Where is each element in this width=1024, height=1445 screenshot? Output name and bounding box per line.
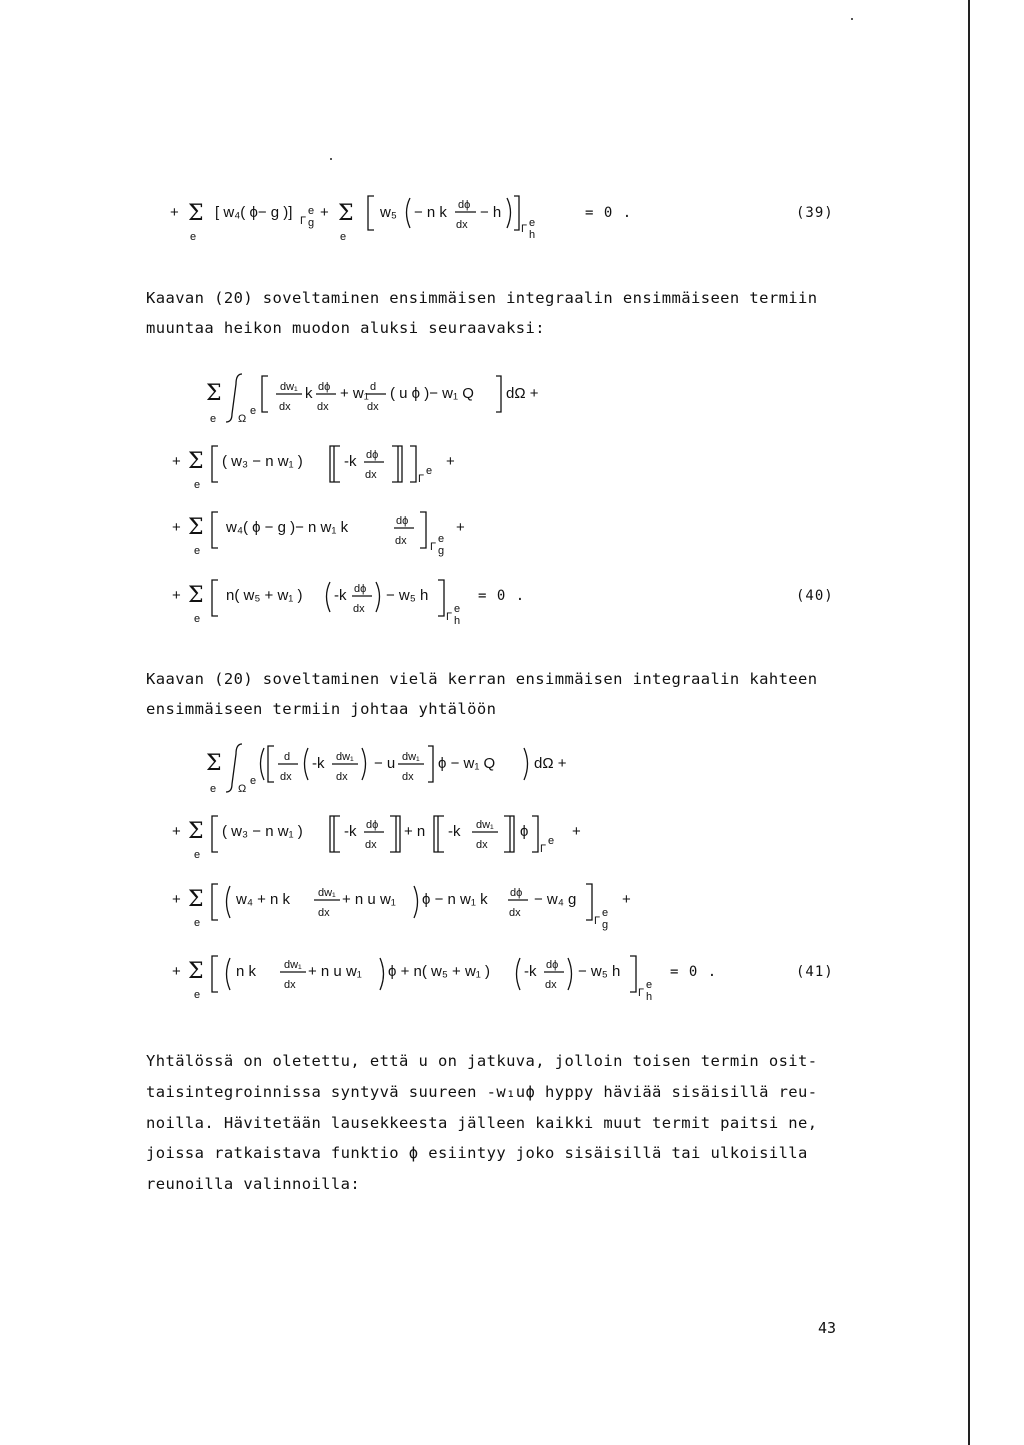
svg-text:Γ: Γ [418,473,425,485]
svg-text:Σ: Σ [188,887,204,912]
svg-text:g: g [602,919,609,931]
svg-text:-k: -k [334,587,347,604]
svg-text:− u: − u [374,755,396,772]
scan-speck [851,18,853,20]
svg-text:− h: − h [480,204,502,221]
svg-text:dx: dx [317,401,329,413]
svg-text:dw₁: dw₁ [402,751,420,763]
text-line: Kaavan (20) soveltaminen vielä kerran ensimmäisen integraalin kahteen [146,670,818,688]
svg-text:-k: -k [448,823,461,840]
svg-text:+: + [172,519,181,536]
svg-text:+: + [172,963,181,980]
equation-number: (41) [796,964,834,980]
svg-text:Σ: Σ [188,959,204,984]
svg-text:d: d [370,381,377,393]
svg-text:+: + [172,891,181,908]
svg-text:w₄( ϕ − g )− n w₁ k: w₄( ϕ − g )− n w₁ k [226,519,349,536]
svg-text:dϕ: dϕ [366,449,379,461]
svg-text:Γ: Γ [446,611,453,623]
svg-text:Σ: Σ [206,751,222,776]
svg-text:+: + [320,204,329,221]
svg-text:Σ: Σ [188,515,204,540]
svg-text:dϕ: dϕ [396,515,409,527]
svg-text:Γ: Γ [594,915,601,927]
svg-text:-k: -k [344,453,357,470]
svg-text:( w₃ − n w₁ ): ( w₃ − n w₁ ) [222,453,303,470]
svg-text:dx: dx [284,979,296,991]
svg-text:ϕ + n( w₅ + w₁ ): ϕ + n( w₅ + w₁ ) [388,963,491,980]
svg-text:dx: dx [365,469,377,481]
svg-text:dϕ: dϕ [546,959,559,971]
svg-text:dw₁: dw₁ [280,381,298,393]
svg-text:dΩ +: dΩ + [534,755,567,772]
text-line: muuntaa heikon muodon aluksi seuraavaksi: [146,319,546,337]
svg-text:dΩ +: dΩ + [506,385,539,402]
svg-text:e: e [194,849,201,861]
svg-text:+: + [622,891,631,908]
svg-text:+: + [572,823,581,840]
svg-text:+: + [456,519,465,536]
svg-text:− w₅ h: − w₅ h [578,963,621,980]
svg-text:+ n u w₁: + n u w₁ [308,963,362,980]
svg-text:dx: dx [456,219,468,231]
scan-speck [330,158,332,160]
svg-text:e: e [454,603,461,615]
svg-text:+: + [172,587,181,604]
svg-text:Σ: Σ [188,201,204,226]
svg-text:-k: -k [524,963,537,980]
svg-text:ϕ − w₁ Q: ϕ − w₁ Q [438,755,496,772]
svg-text:dw₁: dw₁ [284,959,302,971]
svg-text:Γ: Γ [521,223,528,235]
svg-text:g: g [308,217,315,229]
svg-text:e: e [250,405,257,417]
svg-text:Σ: Σ [188,819,204,844]
svg-text:e: e [250,775,257,787]
svg-text:dx: dx [318,907,330,919]
paragraph-3 [146,1046,846,1200]
svg-text:Γ: Γ [540,843,547,855]
svg-text:e: e [529,217,536,229]
svg-text:+: + [446,453,455,470]
svg-text:-k: -k [312,755,325,772]
svg-text:dϕ: dϕ [366,819,379,831]
svg-text:n k: n k [236,963,257,980]
svg-text:h: h [529,229,536,241]
equation-number: (39) [796,205,834,221]
svg-text:Ω: Ω [238,413,247,425]
svg-text:− w₄ g: − w₄ g [534,891,577,908]
svg-text:( u ϕ )− w₁ Q: ( u ϕ )− w₁ Q [390,385,474,402]
svg-text:e: e [190,231,197,243]
svg-text:e: e [210,783,217,795]
svg-text:ϕ: ϕ [520,823,529,840]
paragraph-1 [146,283,846,343]
svg-text:ϕ − n w₁ k: ϕ − n w₁ k [422,891,488,908]
svg-text:e: e [210,413,217,425]
svg-text:dϕ: dϕ [354,583,367,595]
svg-text:Γ: Γ [300,215,307,227]
equation-40 [0,370,1024,640]
svg-text:dx: dx [402,771,414,783]
svg-text:e: e [194,917,201,929]
svg-text:Ω: Ω [238,783,247,795]
svg-text:dx: dx [545,979,557,991]
svg-text:Σ: Σ [206,381,222,406]
svg-text:dx: dx [279,401,291,413]
paragraph-2 [146,664,846,724]
svg-text:+ n u w₁: + n u w₁ [342,891,396,908]
svg-text:+ n: + n [404,823,426,840]
svg-text:dϕ: dϕ [318,381,331,393]
svg-text:dw₁: dw₁ [318,887,336,899]
text-line: reunoilla valinnoilla: [146,1175,361,1194]
svg-text:e: e [194,545,201,557]
text-line: noilla. Hävitetään lausekkeesta jälleen kaikki muut termit paitsi ne, [146,1113,818,1132]
svg-text:h: h [646,991,653,1003]
svg-text:dϕ: dϕ [510,887,523,899]
svg-text:− w₅ h: − w₅ h [386,587,429,604]
svg-text:+: + [172,453,181,470]
svg-text:dw₁: dw₁ [336,751,354,763]
text-line: joissa ratkaistava funktio ϕ esiintyy joko sisäisillä tai ulkoisilla [146,1144,808,1163]
svg-text:+: + [170,204,179,221]
text-line: ensimmäiseen termiin johtaa yhtälöön [146,700,497,718]
svg-text:dx: dx [280,771,292,783]
svg-text:+ w₁: + w₁ [340,385,369,402]
svg-text:g: g [438,545,445,557]
svg-text:− n k: − n k [414,204,447,221]
svg-text:dx: dx [395,535,407,547]
svg-text:dx: dx [476,839,488,851]
svg-text:h: h [454,615,461,627]
svg-text:e: e [438,533,445,545]
svg-text:n( w₅ + w₁ ): n( w₅ + w₁ ) [226,587,303,604]
svg-text:e: e [194,479,201,491]
svg-text:dx: dx [509,907,521,919]
text-line: taisintegroinnissa syntyvä suureen -w₁uϕ hyppy häviää sisäisillä reu- [146,1082,818,1101]
svg-text:-k: -k [344,823,357,840]
svg-text:= 0 .: = 0 . [478,588,526,604]
svg-text:dx: dx [336,771,348,783]
equation-41 [0,740,1024,1020]
svg-text:d: d [284,751,291,763]
svg-text:e: e [194,989,201,1001]
svg-text:+: + [172,823,181,840]
svg-text:dx: dx [353,603,365,615]
svg-text:[ w₄( ϕ− g )]: [ w₄( ϕ− g )] [215,204,293,221]
svg-text:e: e [340,231,347,243]
svg-text:Σ: Σ [338,201,354,226]
svg-text:Σ: Σ [188,449,204,474]
svg-text:w₅: w₅ [380,204,397,221]
svg-text:dϕ: dϕ [458,199,471,211]
svg-text:e: e [308,205,315,217]
svg-text:Σ: Σ [188,583,204,608]
svg-text:w₄ + n k: w₄ + n k [236,891,291,908]
svg-text:= 0 .: = 0 . [585,205,633,221]
equation-number: (40) [796,588,834,604]
text-line: Yhtälössä on oletettu, että u on jatkuva, jolloin toisen termin osit- [146,1052,818,1070]
page-number: 43 [818,1319,837,1337]
svg-text:e: e [646,979,653,991]
svg-text:= 0 .: = 0 . [670,964,718,980]
svg-text:e: e [602,907,609,919]
svg-text:k: k [305,385,313,402]
svg-text:dx: dx [367,401,379,413]
svg-text:( w₃ − n w₁ ): ( w₃ − n w₁ ) [222,823,303,840]
svg-text:dw₁: dw₁ [476,819,494,831]
svg-text:e: e [548,835,555,847]
svg-text:e: e [194,613,201,625]
equation-39 [0,190,1024,270]
svg-text:dx: dx [365,839,377,851]
text-line: Kaavan (20) soveltaminen ensimmäisen integraalin ensimmäiseen termiin [146,289,818,307]
svg-text:e: e [426,465,433,477]
svg-text:Γ: Γ [430,541,437,553]
svg-text:Γ: Γ [638,987,645,999]
